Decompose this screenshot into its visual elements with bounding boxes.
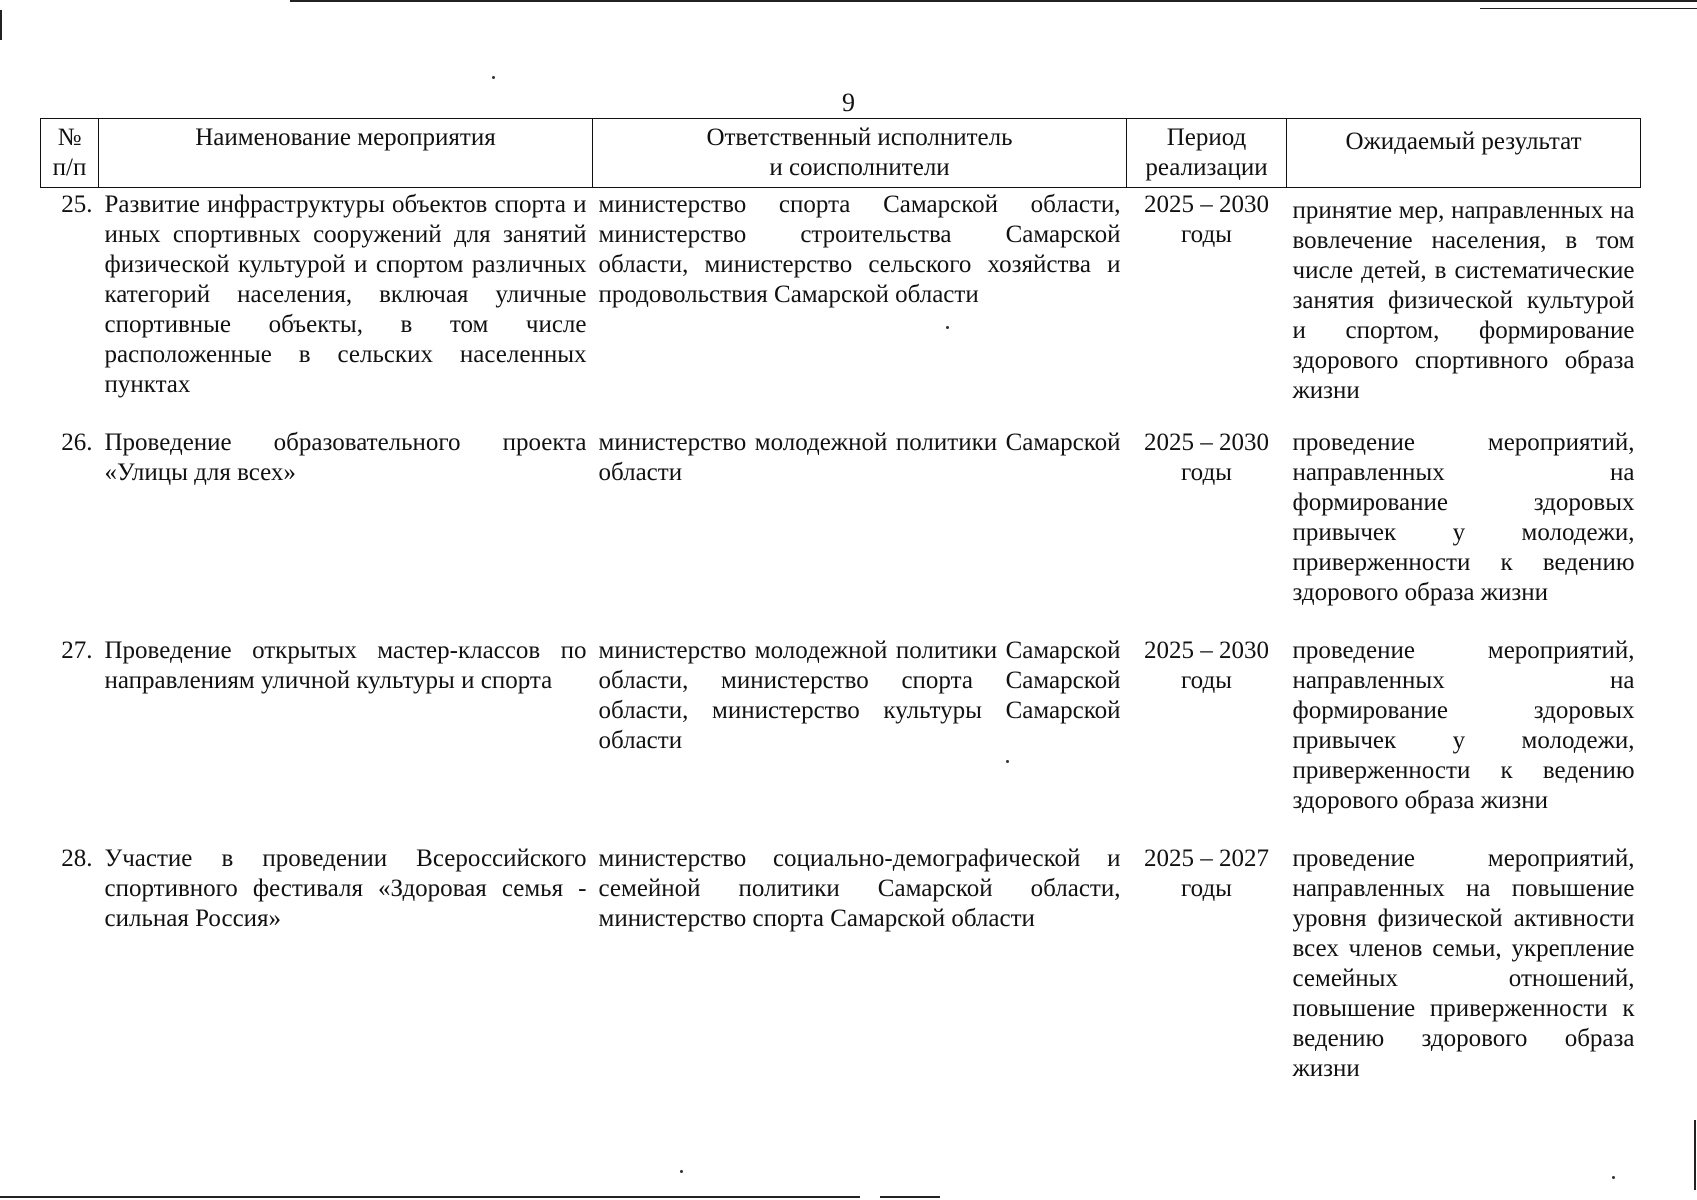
table-row <box>41 844 1641 1084</box>
scan-edge-top-right <box>1480 8 1697 9</box>
row-period: 2025 – 2030 годы <box>1144 191 1269 248</box>
page-number: 9 <box>842 88 855 117</box>
header-executor: Ответственный исполнитель и соисполнители <box>593 119 1127 188</box>
scan-edge-bottom <box>0 1196 860 1198</box>
row-name: Проведение образовательного проекта «Улицы для всех» <box>104 429 587 486</box>
row-name: Развитие инфраструктуры объектов спорта и иных спортивных сооружений для занятий физической культурой и спортом различных категорий населения, включая уличные спортивные объекты, в том числе расположенные в сельских населенных пунктах <box>104 191 587 398</box>
scan-edge-left <box>0 10 2 40</box>
row-number: 27. <box>61 637 93 664</box>
scan-edge-right <box>1694 1120 1696 1190</box>
row-number: 26. <box>61 429 93 456</box>
row-number: 25. <box>61 191 93 218</box>
row-executor: министерство молодежной политики Самарской области <box>598 429 1121 486</box>
row-period: 2025 – 2030 годы <box>1144 429 1269 486</box>
row-name: Проведение открытых мастер-классов по направлениям уличной культуры и спорта <box>104 637 587 694</box>
row-executor: министерство спорта Самарской области, министерство строительства Самарской области, министерство сельского хозяйства и продовольствия Самарской области <box>598 191 1121 308</box>
header-period: Период реализации <box>1127 119 1287 188</box>
table-row <box>41 636 1641 844</box>
measures-table <box>40 118 1641 1084</box>
header-number: № п/п <box>41 119 99 188</box>
scan-speck <box>680 1170 683 1173</box>
header-result: Ожидаемый результат <box>1287 119 1641 188</box>
table-row <box>41 188 1641 429</box>
row-executor: министерство социально-демографической и семейной политики Самарской области, министерство спорта Самарской области <box>598 845 1121 932</box>
row-period: 2025 – 2030 годы <box>1144 637 1269 694</box>
row-name: Участие в проведении Всероссийского спортивного фестиваля «Здоровая семья - сильная Россия» <box>104 845 587 932</box>
row-result: принятие мер, направленных на вовлечение населения, в том числе детей, в систематические занятия физической культурой и спортом, формирование здорового спортивного образа жизни <box>1292 197 1635 404</box>
row-number: 28. <box>61 845 93 872</box>
scan-edge-top <box>290 0 1697 2</box>
row-period: 2025 – 2027 годы <box>1144 845 1269 902</box>
row-executor: министерство молодежной политики Самарской области, министерство спорта Самарской области, министерство культуры Самарской области <box>598 637 1121 754</box>
header-name: Наименование мероприятия <box>99 119 593 188</box>
row-result: проведение мероприятий, направленных на повышение уровня физической активности всех членов семьи, укрепление семейных отношений, повышение приверженности к ведению здорового образа жизни <box>1292 845 1635 1082</box>
row-result: проведение мероприятий, направленных на формирование здоровых привычек у молодежи, приверженности к ведению здорового образа жизни <box>1292 429 1635 606</box>
row-result: проведение мероприятий, направленных на формирование здоровых привычек у молодежи, приверженности к ведению здорового образа жизни <box>1292 637 1635 814</box>
scan-edge-bottom-right <box>880 1196 940 1198</box>
table-row <box>41 428 1641 636</box>
scan-speck <box>492 76 495 79</box>
scan-speck <box>1612 1176 1615 1179</box>
table-header-row <box>41 119 1641 188</box>
